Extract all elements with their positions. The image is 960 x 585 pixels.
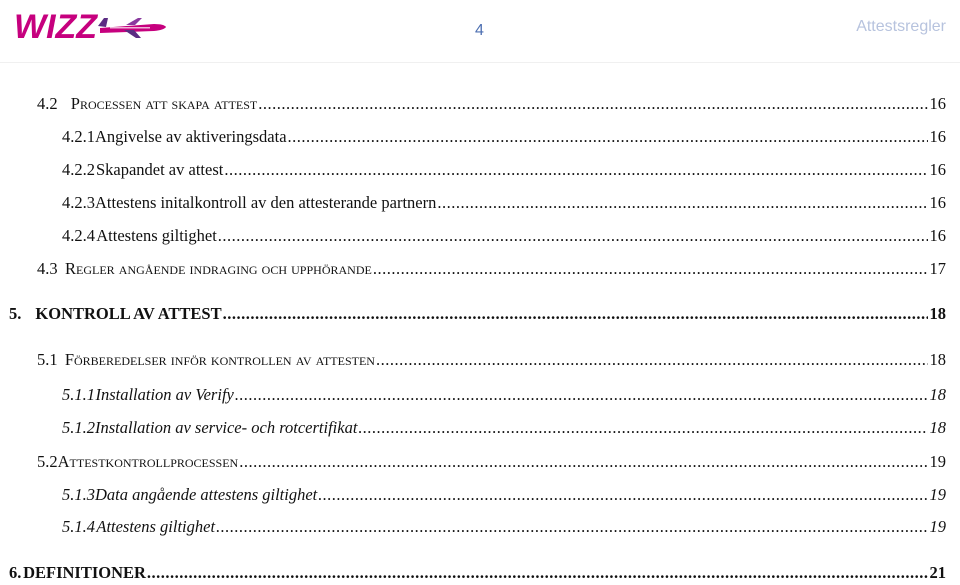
toc-entry[interactable] bbox=[62, 191, 946, 215]
toc-leader-dots bbox=[258, 92, 927, 116]
toc-entry-page: 16 bbox=[929, 94, 946, 113]
toc-entry-number: 5.1 bbox=[37, 350, 58, 369]
toc-entry-title: Angivelse av aktiveringsdata bbox=[95, 127, 287, 146]
document-title: Attestsregler bbox=[856, 18, 946, 35]
toc-leader-dots bbox=[235, 383, 928, 407]
toc-leader-dots bbox=[373, 257, 928, 281]
toc-entry-page: 18 bbox=[929, 350, 946, 369]
toc-entry-page: 21 bbox=[929, 563, 946, 582]
toc-entry-title: Attestens giltighet bbox=[96, 517, 216, 536]
toc-entry[interactable] bbox=[62, 224, 946, 248]
page-number: 4 bbox=[475, 22, 484, 39]
toc-entry-page: 18 bbox=[929, 385, 946, 404]
toc-entry-title: Installation av Verify bbox=[95, 385, 234, 404]
toc-leader-dots bbox=[318, 483, 927, 507]
toc-entry[interactable] bbox=[37, 257, 946, 281]
toc-entry-number: 5.1.3 bbox=[62, 485, 95, 504]
toc-entry-number: 4.2.3 bbox=[62, 193, 95, 212]
toc-leader-dots bbox=[216, 515, 927, 539]
toc-entry[interactable] bbox=[37, 92, 946, 116]
toc-leader-dots bbox=[358, 416, 927, 440]
toc-entry-page: 16 bbox=[929, 226, 946, 245]
toc-entry-number: 4.3 bbox=[37, 259, 58, 278]
toc-entry-title: Attestkontrollprocessen bbox=[57, 452, 239, 471]
toc-entry-title: Data angående attestens giltighet bbox=[95, 485, 318, 504]
toc-entry-number: 5.1.2 bbox=[62, 418, 95, 437]
toc-leader-dots bbox=[239, 450, 927, 474]
toc-entry[interactable] bbox=[62, 158, 946, 182]
toc-entry-page: 16 bbox=[929, 193, 946, 212]
toc-entry-title: Skapandet av attest bbox=[95, 160, 224, 179]
toc-entry-page: 18 bbox=[929, 418, 946, 437]
toc-leader-dots bbox=[224, 158, 927, 182]
toc-leader-dots bbox=[376, 348, 928, 372]
wizz-logo bbox=[14, 4, 174, 48]
toc-entry-page: 16 bbox=[929, 160, 946, 179]
wizz-airplane-logo-icon bbox=[14, 4, 174, 48]
toc-entry-page: 19 bbox=[929, 452, 946, 471]
toc-entry[interactable] bbox=[62, 483, 946, 507]
toc-entry-page: 19 bbox=[929, 485, 946, 504]
logo-wordmark: WIZZ bbox=[14, 8, 98, 46]
toc-entry-title: Processen att skapa attest bbox=[70, 94, 258, 113]
toc-entry[interactable] bbox=[62, 125, 946, 149]
toc-leader-dots bbox=[147, 561, 928, 585]
toc-entry-page: 16 bbox=[929, 127, 946, 146]
toc-entry-number: 5.1.1 bbox=[62, 385, 95, 404]
toc-entry-number: 5.2 bbox=[37, 452, 58, 471]
page-header bbox=[0, 0, 960, 60]
toc-leader-dots bbox=[218, 224, 928, 248]
toc-entry-number: 5. bbox=[9, 304, 22, 323]
toc-entry[interactable] bbox=[9, 561, 946, 585]
toc-entry-number: 6. bbox=[9, 563, 22, 582]
toc-entry-page: 17 bbox=[929, 259, 946, 278]
toc-entry-number: 4.2.4 bbox=[62, 226, 95, 245]
toc-entry[interactable] bbox=[62, 416, 946, 440]
toc-entry-title: Attestens giltighet bbox=[96, 226, 217, 245]
toc-leader-dots bbox=[223, 302, 928, 326]
toc-entry-title: Regler angående indraging och upphörande bbox=[64, 259, 372, 278]
toc-entry-number: 4.2 bbox=[37, 94, 58, 113]
toc-entry[interactable] bbox=[62, 383, 946, 407]
toc-entry-number: 4.2.2 bbox=[62, 160, 95, 179]
toc-leader-dots bbox=[437, 191, 927, 215]
toc-entry-number: 5.1.4 bbox=[62, 517, 95, 536]
toc-entry[interactable] bbox=[37, 348, 946, 372]
toc-leader-dots bbox=[288, 125, 928, 149]
header-divider bbox=[0, 62, 960, 63]
toc-entry-page: 18 bbox=[929, 304, 946, 323]
toc-entry-title: Attestens initalkontroll av den attesterande partnern bbox=[95, 193, 437, 212]
toc-entry-title: Installation av service- och rotcertifikat bbox=[95, 418, 358, 437]
toc-entry[interactable] bbox=[62, 515, 946, 539]
toc-entry-number: 4.2.1 bbox=[62, 127, 95, 146]
toc-entry-page: 19 bbox=[929, 517, 946, 536]
toc-entry-title: Förberedelser inför kontrollen av attesten bbox=[64, 350, 375, 369]
toc-entry[interactable] bbox=[37, 450, 946, 474]
toc-entry-title: DEFINITIONER bbox=[23, 563, 146, 582]
toc-entry[interactable] bbox=[9, 302, 946, 326]
toc-entry-title: KONTROLL AV ATTEST bbox=[35, 304, 222, 323]
